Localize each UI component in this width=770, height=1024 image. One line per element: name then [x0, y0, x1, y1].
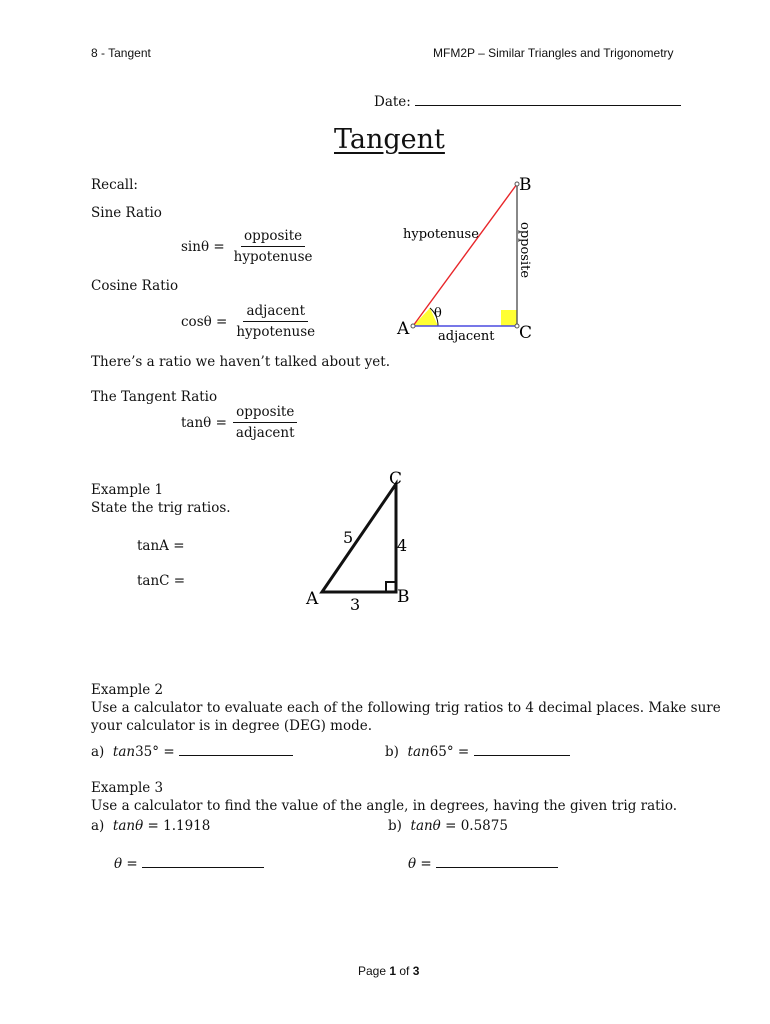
- tangent-formula: [181, 404, 298, 441]
- footer-total: 3: [412, 964, 420, 978]
- example1-triangle-outline: [322, 484, 396, 592]
- date-blank[interactable]: [415, 94, 681, 106]
- ex3-theta-a-blank[interactable]: [142, 856, 264, 868]
- example1-tanC: tanC =: [137, 573, 186, 589]
- example3-part-b: [388, 818, 508, 834]
- ex3-a-label: a): [91, 818, 105, 834]
- ref-opposite-label: opposite: [517, 222, 532, 279]
- sine-denominator: hypotenuse: [233, 249, 313, 265]
- example3-part-a: [91, 818, 210, 834]
- date-line: [374, 94, 681, 110]
- ex1-vertex-a: A: [306, 589, 319, 609]
- ex3-theta-a-label: θ =: [114, 856, 138, 872]
- ex2-b-label: b): [385, 744, 399, 760]
- example3-heading: Example 3: [91, 780, 164, 796]
- ex2-a-value: 35° =: [135, 744, 175, 760]
- ref-adjacent-label: adjacent: [438, 329, 495, 344]
- footer-mid: of: [396, 964, 413, 978]
- sine-lhs: sinθ =: [181, 238, 225, 255]
- cosine-numerator: adjacent: [243, 303, 308, 322]
- tangent-numerator: opposite: [233, 404, 297, 423]
- ex2-b-expr: tan: [407, 744, 430, 760]
- tangent-denominator: adjacent: [235, 425, 295, 441]
- header-right: MFM2P – Similar Triangles and Trigonometry: [433, 46, 674, 60]
- ex2-a-expr: tan: [112, 744, 136, 760]
- example2-line2: your calculator is in degree (DEG) mode.: [91, 718, 373, 734]
- ref-vertex-a: A: [397, 319, 410, 339]
- ex1-vertex-c: C: [389, 469, 403, 489]
- ex1-side-ab: 3: [350, 595, 361, 614]
- example1-heading: Example 1: [91, 482, 164, 498]
- example2-heading: Example 2: [91, 682, 164, 698]
- ref-hypotenuse-label: hypotenuse: [403, 227, 479, 242]
- date-label: Date:: [374, 94, 411, 110]
- footer-page: 1: [389, 964, 397, 978]
- header-left: 8 - Tangent: [91, 46, 151, 60]
- ex2-a-label: a): [91, 744, 105, 760]
- ex1-side-ac: 5: [343, 528, 354, 547]
- sine-formula: [181, 228, 315, 265]
- example2-part-b: [385, 744, 570, 760]
- sine-label: Sine Ratio: [91, 205, 162, 221]
- example2-line1: Use a calculator to evaluate each of the following trig ratios to 4 decimal places. Make sure: [91, 700, 721, 716]
- ex1-side-bc: 4: [397, 536, 408, 555]
- recall-label: Recall:: [91, 177, 138, 193]
- cosine-lhs: cosθ =: [181, 313, 228, 330]
- ex3-theta-b-blank[interactable]: [436, 856, 558, 868]
- ex3-b-expr: tanθ: [410, 818, 441, 834]
- right-angle-fill: [501, 310, 517, 326]
- ex2-a-blank[interactable]: [179, 744, 293, 756]
- ex3-theta-b-label: θ =: [408, 856, 432, 872]
- tangent-ratio-label: The Tangent Ratio: [91, 389, 218, 405]
- ex1-vertex-b: B: [397, 587, 410, 607]
- ex2-b-value: 65° =: [429, 744, 470, 760]
- ref-vertex-b: B: [519, 175, 532, 195]
- sine-numerator: opposite: [241, 228, 305, 247]
- example3-theta-b: [408, 856, 558, 872]
- ex3-b-label: b): [388, 818, 402, 834]
- cosine-label: Cosine Ratio: [91, 278, 179, 294]
- reference-triangle-diagram: [390, 170, 540, 350]
- ref-angle-theta: θ: [434, 306, 442, 321]
- page-footer: [358, 964, 419, 978]
- footer-prefix: Page: [358, 964, 390, 978]
- ref-vertex-c: C: [519, 323, 533, 343]
- ex2-b-blank[interactable]: [474, 744, 570, 756]
- example1-tanA: tanA =: [137, 538, 185, 554]
- tangent-lhs: tanθ =: [181, 414, 227, 431]
- ex3-a-expr: tanθ: [112, 818, 144, 834]
- page-title: Tangent: [334, 124, 445, 155]
- example1-triangle: [300, 465, 425, 615]
- example3-instruction: Use a calculator to find the value of the angle, in degrees, having the given trig ratio.: [91, 798, 678, 814]
- cosine-formula: [181, 303, 318, 340]
- ex3-b-value: = 0.5875: [445, 818, 508, 834]
- ex3-a-value: = 1.1918: [147, 818, 211, 834]
- example3-theta-a: [114, 856, 264, 872]
- vertex-a-dot: [411, 324, 415, 328]
- hypotenuse-side: [413, 184, 517, 326]
- example1-instruction: State the trig ratios.: [91, 500, 231, 516]
- not-talked-text: There’s a ratio we haven’t talked about yet.: [91, 354, 390, 370]
- example2-part-a: [91, 744, 293, 760]
- cosine-denominator: hypotenuse: [236, 324, 316, 340]
